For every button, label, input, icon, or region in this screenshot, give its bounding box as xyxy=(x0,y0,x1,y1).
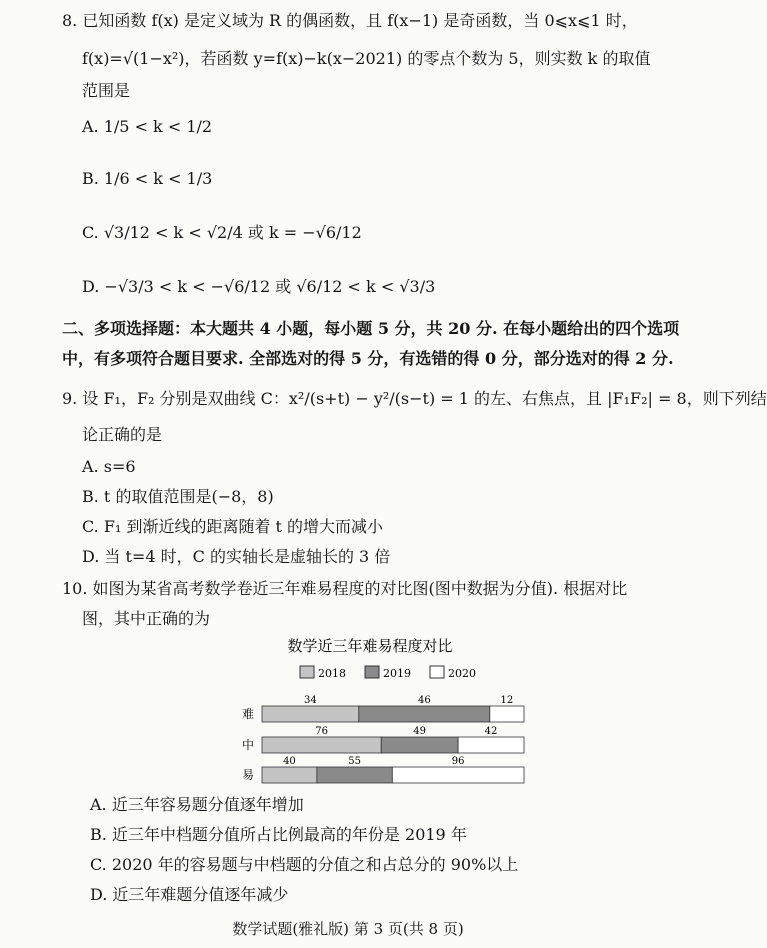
q8-option-a: A. 1/5 < k < 1/2 xyxy=(82,117,213,136)
q8-stem-3: 范围是 xyxy=(82,81,131,100)
bar-中-2018 xyxy=(262,737,381,753)
data-label: 76 xyxy=(315,726,328,737)
q9-option-a: A. s=6 xyxy=(82,457,136,476)
legend-swatch-2018 xyxy=(300,666,314,678)
q10-stem-2: 图，其中正确的为 xyxy=(82,609,211,628)
q10-option-b: B. 近三年中档题分值所占比例最高的年份是 2019 年 xyxy=(90,825,467,844)
q10-option-a: A. 近三年容易题分值逐年增加 xyxy=(90,795,304,814)
category-label: 中 xyxy=(241,738,254,752)
bar-易-2018 xyxy=(262,767,317,783)
legend-label-2018: 2018 xyxy=(318,667,346,680)
chart-legend xyxy=(300,666,476,680)
q8-option-c: C. √3/12 < k < √2/4 或 k = −√6/12 xyxy=(82,223,362,242)
q8-stem-2: f(x)=√(1−x²)，若函数 y=f(x)−k(x−2021) 的零点个数为 5，则实数 k 的取值 xyxy=(82,49,651,68)
legend-label-2020: 2020 xyxy=(448,667,476,680)
q9-option-b: B. t 的取值范围是(−8，8) xyxy=(82,487,274,506)
q10-option-c: C. 2020 年的容易题与中档题的分值之和占总分的 90%以上 xyxy=(90,855,519,874)
data-label: 42 xyxy=(484,726,498,737)
data-label: 55 xyxy=(348,756,361,767)
data-label: 12 xyxy=(500,695,514,706)
q10-option-d: D. 近三年难题分值逐年减少 xyxy=(90,885,289,904)
q10-stem-1: 10. 如图为某省高考数学卷近三年难易程度的对比图(图中数据为分值). 根据对比 xyxy=(62,579,628,598)
q9-stem-2: 论正确的是 xyxy=(82,425,163,444)
chart-bars xyxy=(242,695,524,783)
bar-易-2020 xyxy=(392,767,524,783)
bar-易-2019 xyxy=(317,767,392,783)
bar-中-2019 xyxy=(381,737,458,753)
legend-swatch-2020 xyxy=(430,666,444,678)
q9-option-c: C. F₁ 到渐近线的距离随着 t 的增大而减小 xyxy=(82,517,384,536)
q8-option-b: B. 1/6 < k < 1/3 xyxy=(82,169,213,188)
legend-label-2019: 2019 xyxy=(383,667,411,680)
q9-option-d: D. 当 t=4 时，C 的实轴长是虚轴长的 3 倍 xyxy=(82,547,391,566)
q8-stem-1: 8. 已知函数 f(x) 是定义域为 R 的偶函数，且 f(x−1) 是奇函数，当 0⩽x⩽1 时， xyxy=(62,11,638,30)
data-label: 34 xyxy=(304,695,317,706)
section2-line-1: 二、多项选择题：本大题共 4 小题，每小题 5 分，共 20 分. 在每小题给出的四个选项 xyxy=(62,319,680,338)
bar-难-2020 xyxy=(490,706,524,722)
data-label: 49 xyxy=(413,726,427,737)
bar-难-2019 xyxy=(359,706,490,722)
data-label: 46 xyxy=(417,695,431,706)
q9-stem-1: 9. 设 F₁，F₂ 分别是双曲线 C：x²/(s+t) − y²/(s−t) = 1 的左、右焦点，且 |F₁F₂| = 8，则下列结 xyxy=(62,389,767,408)
bar-中-2020 xyxy=(458,737,524,753)
chart-title: 数学近三年难易程度对比 xyxy=(287,637,453,655)
q8-option-d: D. −√3/3 < k < −√6/12 或 √6/12 < k < √3/3 xyxy=(82,277,436,296)
page-footer: 数学试题(雅礼版) 第 3 页(共 8 页) xyxy=(232,920,464,938)
data-label: 40 xyxy=(283,756,296,767)
category-label: 难 xyxy=(241,707,254,721)
data-label: 96 xyxy=(451,756,465,767)
section2-line-2: 中，有多项符合题目要求. 全部选对的得 5 分，有选错的得 0 分，部分选对的得 2 分. xyxy=(62,349,674,368)
bar-难-2018 xyxy=(262,706,359,722)
category-label: 易 xyxy=(241,768,254,782)
legend-swatch-2019 xyxy=(365,666,379,678)
